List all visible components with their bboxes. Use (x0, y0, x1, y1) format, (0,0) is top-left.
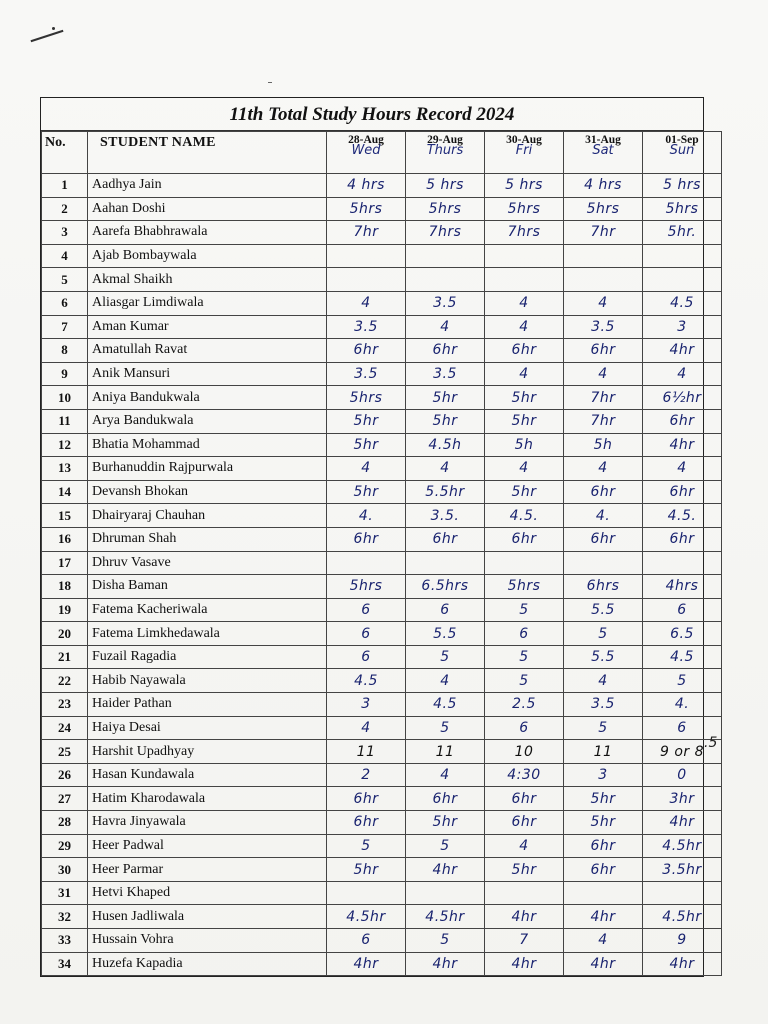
hours-cell: 4 (643, 457, 722, 481)
hours-cell: 5.5 (564, 598, 643, 622)
student-name: Amatullah Ravat (88, 339, 327, 363)
margin-note: .5 (704, 735, 718, 751)
student-name: Aadhya Jain (88, 174, 327, 198)
hours-cell: 5 (643, 669, 722, 693)
hours-cell: 4.5 (406, 693, 485, 717)
hours-cell: 5hrs (485, 575, 564, 599)
hours-cell: 4. (564, 504, 643, 528)
table-row (42, 763, 722, 787)
hours-cell: 4 (327, 457, 406, 481)
hours-cell: 4 (485, 291, 564, 315)
pen-dot (268, 82, 272, 83)
hours-cell (564, 881, 643, 905)
table-row (42, 622, 722, 646)
student-name: Heer Padwal (88, 834, 327, 858)
row-number: 32 (42, 905, 88, 929)
table-row (42, 386, 722, 410)
hours-cell (643, 268, 722, 292)
hours-cell: 6hr (643, 480, 722, 504)
hours-cell: 6hr (643, 527, 722, 551)
header-weekday: Sun (669, 143, 695, 158)
hours-cell: 6hr (564, 339, 643, 363)
hours-cell: 4.5hr (406, 905, 485, 929)
row-number: 3 (42, 221, 88, 245)
table-row (42, 433, 722, 457)
hours-cell: 5 (406, 929, 485, 953)
column-header-name: STUDENT NAME (88, 132, 327, 174)
hours-cell: 6 (485, 716, 564, 740)
row-number: 5 (42, 268, 88, 292)
hours-cell: 4hr (406, 858, 485, 882)
hours-cell: 3.5 (564, 693, 643, 717)
hours-cell: 6hr (643, 409, 722, 433)
hours-cell: 5hr (564, 787, 643, 811)
row-number: 27 (42, 787, 88, 811)
hours-cell: 5 hrs (485, 174, 564, 198)
hours-cell: 5.5hr (406, 480, 485, 504)
hours-cell: 4 (327, 291, 406, 315)
hours-cell: 6hr (564, 858, 643, 882)
student-name: Fatema Kacheriwala (88, 598, 327, 622)
hours-cell: 7hr (564, 221, 643, 245)
hours-cell: 5 (327, 834, 406, 858)
student-name: Ajab Bombaywala (88, 244, 327, 268)
hours-cell: 3hr (643, 787, 722, 811)
hours-cell: 6.5 (643, 622, 722, 646)
hours-cell: 4 (564, 669, 643, 693)
hours-cell: 4.5h (406, 433, 485, 457)
row-number: 20 (42, 622, 88, 646)
hours-cell: 4 (485, 834, 564, 858)
hours-cell: 4 (564, 457, 643, 481)
table-header-row (42, 132, 722, 174)
hours-cell: 6 (327, 622, 406, 646)
column-header-day-1 (327, 132, 406, 174)
hours-cell: 11 (406, 740, 485, 764)
student-name: Burhanuddin Rajpurwala (88, 457, 327, 481)
hours-cell: 6hr (327, 527, 406, 551)
hours-cell: 5hr (406, 811, 485, 835)
row-number: 17 (42, 551, 88, 575)
hours-cell: 5h (485, 433, 564, 457)
table-row (42, 339, 722, 363)
student-name: Heer Parmar (88, 858, 327, 882)
student-name: Aarefa Bhabhrawala (88, 221, 327, 245)
table-row (42, 315, 722, 339)
student-name: Harshit Upadhyay (88, 740, 327, 764)
hours-cell: 7hrs (485, 221, 564, 245)
hours-cell: 6hr (406, 527, 485, 551)
hours-cell: 5 hrs (406, 174, 485, 198)
student-name: Hasan Kundawala (88, 763, 327, 787)
hours-cell: 4 (564, 929, 643, 953)
hours-cell: 4 hrs (564, 174, 643, 198)
hours-cell: 6hr (564, 527, 643, 551)
row-number: 2 (42, 197, 88, 221)
hours-cell: 6 (643, 716, 722, 740)
hours-cell: 4hr (406, 952, 485, 976)
hours-cell: 7hr (564, 386, 643, 410)
table-row (42, 480, 722, 504)
row-number: 19 (42, 598, 88, 622)
hours-cell: 5hr (327, 433, 406, 457)
hours-cell (327, 268, 406, 292)
hours-cell: 9 or 8 (643, 740, 722, 764)
hours-cell (485, 244, 564, 268)
table-row (42, 858, 722, 882)
header-date: 30-Aug (506, 134, 542, 146)
header-weekday: Sat (592, 143, 614, 158)
hours-cell: 5hr (327, 409, 406, 433)
row-number: 9 (42, 362, 88, 386)
row-number: 26 (42, 763, 88, 787)
column-header-day-3 (485, 132, 564, 174)
hours-cell: 5hr (485, 386, 564, 410)
hours-cell: 4. (327, 504, 406, 528)
hours-cell: 4 (327, 716, 406, 740)
hours-cell: 4. (643, 693, 722, 717)
hours-cell: 5hrs (327, 386, 406, 410)
hours-cell: 5hr (485, 480, 564, 504)
hours-cell: 6.5hrs (406, 575, 485, 599)
table-row (42, 268, 722, 292)
hours-cell (406, 268, 485, 292)
hours-cell: 6 (643, 598, 722, 622)
hours-cell: 4.5 (327, 669, 406, 693)
hours-cell: 5hr (327, 480, 406, 504)
row-number: 6 (42, 291, 88, 315)
table-row (42, 811, 722, 835)
student-name: Habib Nayawala (88, 669, 327, 693)
table-row (42, 834, 722, 858)
hours-cell: 6hr (485, 527, 564, 551)
hours-cell: 10 (485, 740, 564, 764)
hours-cell: 6hr (327, 811, 406, 835)
hours-cell: 6hr (485, 339, 564, 363)
hours-cell: 3 (564, 763, 643, 787)
hours-cell: 5 (485, 645, 564, 669)
student-name: Dhruv Vasave (88, 551, 327, 575)
hours-cell: 5hr (564, 811, 643, 835)
hours-cell: 9 (643, 929, 722, 953)
hours-cell: 5hr. (643, 221, 722, 245)
hours-cell: 4.5hr (643, 834, 722, 858)
hours-cell: 4.5 (643, 291, 722, 315)
hours-cell (406, 881, 485, 905)
hours-cell: 5 (485, 598, 564, 622)
table-row (42, 645, 722, 669)
hours-cell: 7hr (327, 221, 406, 245)
row-number: 22 (42, 669, 88, 693)
hours-cell: 5 (564, 622, 643, 646)
table-row (42, 787, 722, 811)
table-row (42, 504, 722, 528)
hours-cell: 3.5 (327, 362, 406, 386)
hours-cell: 6hr (406, 339, 485, 363)
hours-cell: 4hr (643, 952, 722, 976)
header-date: 01-Sep (665, 134, 699, 146)
hours-cell: 5.5 (406, 622, 485, 646)
row-number: 8 (42, 339, 88, 363)
header-date: 28-Aug (348, 134, 384, 146)
student-name: Aman Kumar (88, 315, 327, 339)
hours-cell: 5hrs (327, 197, 406, 221)
header-weekday: Thurs (426, 143, 464, 158)
row-number: 28 (42, 811, 88, 835)
student-name: Huzefa Kapadia (88, 952, 327, 976)
table-body (42, 174, 722, 976)
hours-cell: 5hrs (327, 575, 406, 599)
hours-cell: 6hrs (564, 575, 643, 599)
table-row (42, 669, 722, 693)
table-row (42, 527, 722, 551)
hours-cell: 4 (643, 362, 722, 386)
hours-cell: 5hr (406, 409, 485, 433)
student-name: Aliasgar Limdiwala (88, 291, 327, 315)
hours-cell (643, 244, 722, 268)
hours-cell: 3.5 (406, 362, 485, 386)
column-header-day-2 (406, 132, 485, 174)
table-row (42, 409, 722, 433)
hours-cell: 5 (406, 716, 485, 740)
row-number: 11 (42, 409, 88, 433)
row-number: 10 (42, 386, 88, 410)
hours-cell: 6hr (327, 787, 406, 811)
hours-cell: 5hr (406, 386, 485, 410)
row-number: 30 (42, 858, 88, 882)
hours-cell (406, 551, 485, 575)
hours-cell: 7hr (564, 409, 643, 433)
student-name: Bhatia Mohammad (88, 433, 327, 457)
column-header-day-4 (564, 132, 643, 174)
pen-dot (52, 27, 55, 30)
table-row (42, 929, 722, 953)
hours-cell: 6hr (564, 834, 643, 858)
hours-cell (564, 551, 643, 575)
hours-cell: 5hrs (406, 197, 485, 221)
header-date: 31-Aug (585, 134, 621, 146)
row-number: 18 (42, 575, 88, 599)
student-name: Aahan Doshi (88, 197, 327, 221)
hours-cell (406, 244, 485, 268)
hours-cell: 6 (485, 622, 564, 646)
hours-cell: 5.5 (564, 645, 643, 669)
hours-cell: 4 (485, 457, 564, 481)
table-row (42, 740, 722, 764)
table-row (42, 881, 722, 905)
hours-cell: 5 (406, 834, 485, 858)
hours-cell: 5h (564, 433, 643, 457)
hours-cell: 4 hrs (327, 174, 406, 198)
table-row (42, 598, 722, 622)
row-number: 15 (42, 504, 88, 528)
row-number: 14 (42, 480, 88, 504)
hours-cell: 2 (327, 763, 406, 787)
row-number: 24 (42, 716, 88, 740)
hours-cell: 4 (564, 362, 643, 386)
row-number: 16 (42, 527, 88, 551)
hours-cell: 4 (406, 315, 485, 339)
hours-cell: 5 (564, 716, 643, 740)
student-name: Hatim Kharodawala (88, 787, 327, 811)
hours-cell: 3.5 (564, 315, 643, 339)
hours-cell: 4 (406, 669, 485, 693)
hours-cell: 3.5hr (643, 858, 722, 882)
header-date: 29-Aug (427, 134, 463, 146)
hours-cell: 11 (564, 740, 643, 764)
table-row (42, 952, 722, 976)
hours-cell: 4 (406, 457, 485, 481)
hours-cell (643, 881, 722, 905)
table-row (42, 716, 722, 740)
table-row (42, 197, 722, 221)
hours-cell: 3 (327, 693, 406, 717)
hours-cell: 6hr (485, 811, 564, 835)
student-name: Arya Bandukwala (88, 409, 327, 433)
hours-cell: 6hr (406, 787, 485, 811)
hours-cell: 4.5. (643, 504, 722, 528)
hours-cell: 6hr (485, 787, 564, 811)
hours-cell: 4 (485, 362, 564, 386)
study-hours-table (41, 131, 722, 976)
hours-cell (327, 551, 406, 575)
header-weekday: Wed (351, 143, 381, 158)
hours-cell: 4 (564, 291, 643, 315)
hours-cell: 6hr (564, 480, 643, 504)
study-hours-sheet (40, 97, 704, 977)
hours-cell: 4hr (564, 952, 643, 976)
hours-cell: 6 (327, 645, 406, 669)
sheet-title: 11th Total Study Hours Record 2024 (41, 98, 703, 131)
hours-cell: 6 (327, 929, 406, 953)
hours-cell: 5 (406, 645, 485, 669)
hours-cell: 3.5 (327, 315, 406, 339)
student-name: Havra Jinyawala (88, 811, 327, 835)
hours-cell: 4 (485, 315, 564, 339)
hours-cell (327, 244, 406, 268)
table-row (42, 693, 722, 717)
student-name: Devansh Bhokan (88, 480, 327, 504)
table-row (42, 551, 722, 575)
hours-cell (485, 881, 564, 905)
hours-cell: 4.5hr (643, 905, 722, 929)
hours-cell: 0 (643, 763, 722, 787)
table-row (42, 905, 722, 929)
hours-cell: 4hr (643, 339, 722, 363)
hours-cell: 4 (406, 763, 485, 787)
row-number: 4 (42, 244, 88, 268)
table-row (42, 291, 722, 315)
hours-cell: 11 (327, 740, 406, 764)
hours-cell: 4hr (485, 952, 564, 976)
hours-cell: 5hrs (643, 197, 722, 221)
hours-cell: 3.5. (406, 504, 485, 528)
hours-cell: 6 (327, 598, 406, 622)
row-number: 7 (42, 315, 88, 339)
hours-cell: 3 (643, 315, 722, 339)
hours-cell (485, 268, 564, 292)
hours-cell: 6½hr (643, 386, 722, 410)
student-name: Akmal Shaikh (88, 268, 327, 292)
student-name: Anik Mansuri (88, 362, 327, 386)
hours-cell: 4hr (643, 433, 722, 457)
hours-cell: 5hrs (564, 197, 643, 221)
table-row (42, 174, 722, 198)
hours-cell: 6hr (327, 339, 406, 363)
student-name: Dhairyaraj Chauhan (88, 504, 327, 528)
student-name: Hetvi Khaped (88, 881, 327, 905)
hours-cell: 7 (485, 929, 564, 953)
hours-cell: 4:30 (485, 763, 564, 787)
hours-cell (564, 268, 643, 292)
hours-cell: 4.5 (643, 645, 722, 669)
table-row (42, 221, 722, 245)
hours-cell: 4hr (564, 905, 643, 929)
hours-cell: 4.5. (485, 504, 564, 528)
row-number: 21 (42, 645, 88, 669)
hours-cell: 6 (406, 598, 485, 622)
student-name: Hussain Vohra (88, 929, 327, 953)
hours-cell: 5hr (485, 858, 564, 882)
hours-cell: 5 hrs (643, 174, 722, 198)
student-name: Fuzail Ragadia (88, 645, 327, 669)
hours-cell: 5hr (327, 858, 406, 882)
hours-cell: 4hr (643, 811, 722, 835)
hours-cell (485, 551, 564, 575)
student-name: Haider Pathan (88, 693, 327, 717)
table-row (42, 362, 722, 386)
hours-cell: 3.5 (406, 291, 485, 315)
row-number: 12 (42, 433, 88, 457)
hours-cell: 4hrs (643, 575, 722, 599)
column-header-day-5 (643, 132, 722, 174)
hours-cell: 4.5hr (327, 905, 406, 929)
hours-cell: 4hr (485, 905, 564, 929)
student-name: Husen Jadliwala (88, 905, 327, 929)
hours-cell (643, 551, 722, 575)
row-number: 23 (42, 693, 88, 717)
student-name: Disha Baman (88, 575, 327, 599)
row-number: 25 (42, 740, 88, 764)
table-row (42, 457, 722, 481)
student-name: Aniya Bandukwala (88, 386, 327, 410)
column-header-no: No. (42, 132, 88, 174)
row-number: 29 (42, 834, 88, 858)
hours-cell: 7hrs (406, 221, 485, 245)
hours-cell: 2.5 (485, 693, 564, 717)
student-name: Dhruman Shah (88, 527, 327, 551)
row-number: 31 (42, 881, 88, 905)
student-name: Fatema Limkhedawala (88, 622, 327, 646)
header-weekday: Fri (515, 143, 533, 158)
hours-cell: 5 (485, 669, 564, 693)
row-number: 33 (42, 929, 88, 953)
hours-cell (327, 881, 406, 905)
hours-cell: 5hr (485, 409, 564, 433)
hours-cell: 4hr (327, 952, 406, 976)
hours-cell (564, 244, 643, 268)
student-name: Haiya Desai (88, 716, 327, 740)
table-row (42, 244, 722, 268)
row-number: 34 (42, 952, 88, 976)
table-row (42, 575, 722, 599)
hours-cell: 5hrs (485, 197, 564, 221)
row-number: 1 (42, 174, 88, 198)
row-number: 13 (42, 457, 88, 481)
